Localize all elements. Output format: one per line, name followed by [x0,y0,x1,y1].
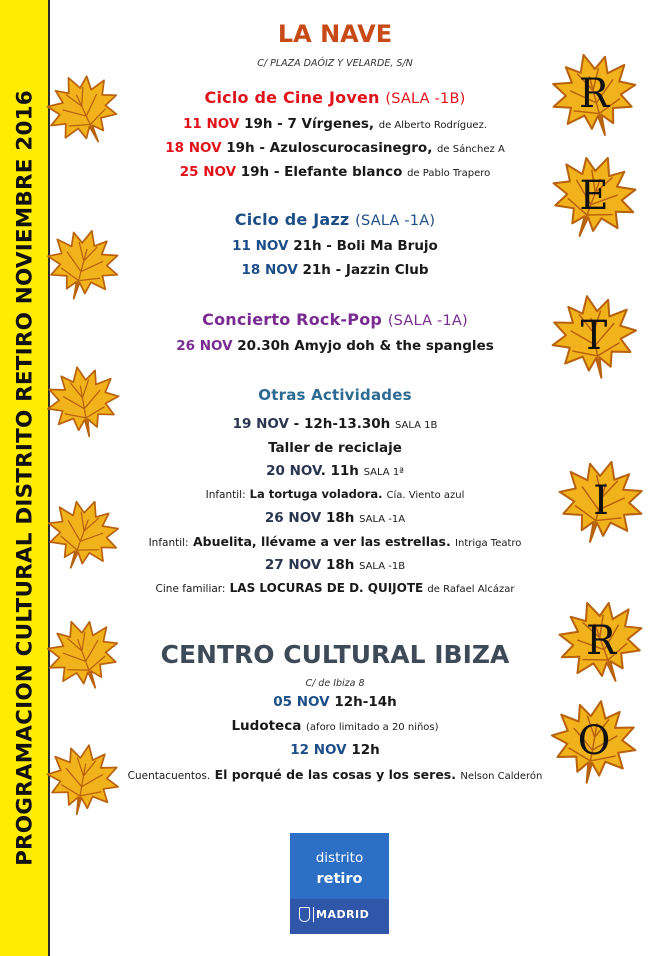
event-name: Abuelita, llévame a ver las estrellas. [192,534,451,549]
event-prefix: Infantil: [205,489,246,501]
jazz-section-title [100,210,570,229]
leaf-letter: R [578,71,610,117]
letter-leaf-t [548,290,640,382]
event-time: 19h - [240,164,280,180]
event-time: 19h - [244,116,283,132]
ibiza-address: C/ de Ibiza 8 [305,678,365,689]
otras-event-1-name: Taller de reciclaje [268,440,402,456]
event-time: 12h-14h [334,694,397,710]
cine-event-2 [100,140,570,156]
event-date: 11 NOV [183,116,240,132]
ibiza-title: CENTRO CULTURAL IBIZA [160,640,510,669]
logo-line-madrid: MADRID [316,908,370,921]
ibiza-event-1-header [100,694,570,710]
event-room: SALA -1B [359,561,406,572]
otras-event-4-header [100,557,570,573]
event-time: 18h [325,557,355,573]
cine-event-1 [100,116,570,132]
event-name: Elefante blanco [284,164,403,180]
event-prefix: Cine familiar: [155,583,226,595]
event-extra: Nelson Calderón [460,771,543,782]
madrid-crest-icon [299,907,310,922]
event-date: 11 NOV [232,238,289,254]
event-name: La tortuga voladora. [249,487,383,501]
event-name: Ludoteca [231,718,302,734]
event-prefix: Cuentacuentos. [127,770,211,782]
event-room: SALA 1ª [363,467,404,478]
rock-section-title [100,310,570,329]
event-extra: de Rafael Alcázar [427,584,515,595]
logo-madrid-bar [290,899,389,934]
event-extra: de Sánchez A [437,144,505,155]
event-time: . 11h [320,463,359,479]
event-time: 18h [325,510,355,526]
logo-line-retiro: retiro [316,871,363,887]
event-time: 21h - [293,238,332,254]
jazz-room: (SALA -1A) [355,213,436,229]
jazz-event-2 [100,262,570,278]
leaf-letter: R [585,618,617,664]
otras-title: Otras Actividades [258,386,412,404]
event-name: LAS LOCURAS DE D. QUIJOTE [229,581,424,595]
otras-event-3-header [100,510,570,526]
event-name: Jazzin Club [345,262,429,278]
event-extra: Intriga Teatro [455,538,522,549]
rock-event [100,338,570,354]
otras-event-2-desc [100,487,570,501]
event-name: El porqué de las cosas y los seres. [214,767,456,782]
event-time: 12h [351,742,380,758]
event-date: 18 NOV [241,262,298,278]
cine-event-3 [100,164,570,180]
event-time: 19h - [226,140,265,156]
event-name: Azuloscurocasinegro, [269,140,433,156]
rock-title: Concierto Rock-Pop [202,310,383,329]
cine-room: (SALA -1B) [385,91,466,107]
jazz-title: Ciclo de Jazz [234,210,350,229]
event-date: 27 NOV [264,557,322,573]
side-title: PROGRAMACION CULTURAL DISTRITO RETIRO NOVIEMBRE 2016 [12,90,38,866]
otras-event-1-header [100,416,570,432]
event-time: - 12h-13.30h [293,416,391,432]
ibiza-event-2-header [100,742,570,758]
event-date: 12 NOV [290,742,347,758]
cine-section-title [100,88,570,107]
logo-line-distrito: distrito [315,850,364,866]
logo-separator [313,907,314,922]
otras-event-3-desc [100,534,570,549]
event-date: 25 NOV [179,164,237,180]
event-date: 20 NOV [266,463,321,479]
event-date: 26 NOV [176,338,233,354]
event-room: SALA -1A [359,514,406,525]
leaf-letter: T [580,313,608,359]
otras-event-4-desc [100,581,570,595]
event-room: SALA 1B [394,420,438,431]
leaf-letter: O [577,718,611,764]
ibiza-event-1-name [100,718,570,734]
event-name: 7 Vírgenes, [287,116,375,132]
event-rest: 20.30h Amyjo doh & the spangles [237,338,494,354]
event-date: 26 NOV [264,510,322,526]
event-date: 18 NOV [165,140,222,156]
leaf-letter: E [579,173,609,219]
la-nave-title: LA NAVE [277,20,393,48]
event-extra: (aforo limitado a 20 niños) [306,722,439,733]
event-time: 21h - [302,262,342,278]
leaf-letter: I [593,478,609,524]
la-nave-address: C/ PLAZA DAÓIZ Y VELARDE, S/N [257,58,413,69]
event-extra: Cía. Viento azul [386,490,465,501]
event-extra: de Alberto Rodríguez. [378,120,487,131]
otras-event-2-header [100,463,570,479]
rock-room: (SALA -1A) [387,313,468,329]
ibiza-event-2-desc [100,767,570,782]
side-band [0,0,50,956]
event-prefix: Infantil: [148,537,189,549]
cine-title: Ciclo de Cine Joven [204,88,380,107]
jazz-event-1 [100,238,570,254]
distrito-retiro-logo [290,833,389,934]
event-name: Boli Ma Brujo [336,238,438,254]
event-date: 05 NOV [273,694,330,710]
event-date: 19 NOV [232,416,289,432]
event-extra: de Pablo Trapero [407,168,491,179]
